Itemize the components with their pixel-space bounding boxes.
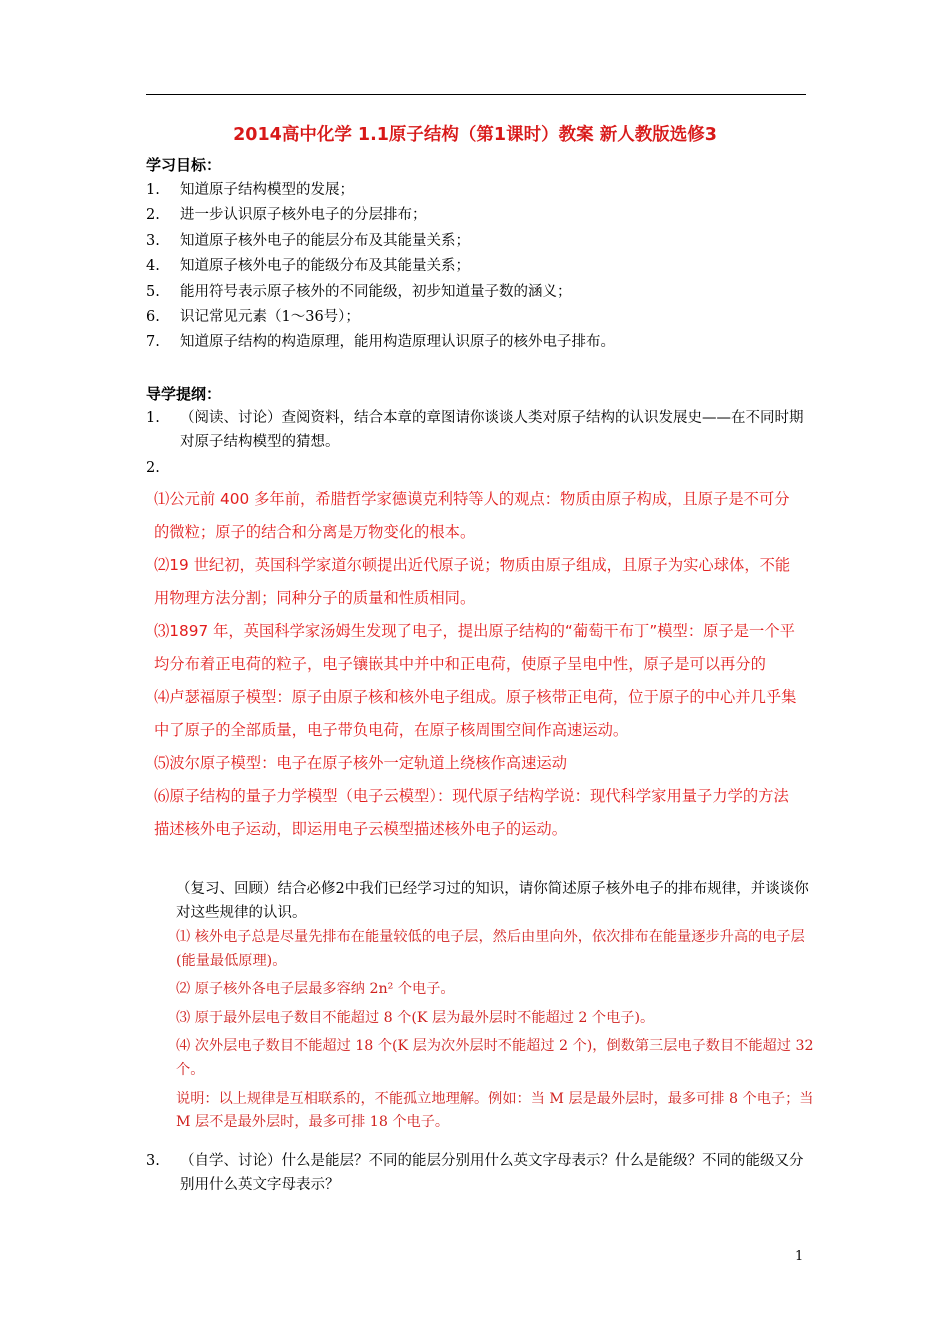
outline-heading: 导学提纲： <box>146 385 222 403</box>
rule-item: ⑵ 原子核外各电子层最多容纳 2n² 个电子。 <box>176 981 455 998</box>
history-item: ⑵19 世纪初，英国科学家道尔顿提出近代原子说；物质由原子组成，且原子为实心球体，不能用物理方法分割；同种分子的质量和性质相同。 <box>154 556 791 607</box>
item-number: 5. <box>146 283 160 300</box>
question-number: 2. <box>146 460 160 476</box>
item-number: 6. <box>146 308 160 325</box>
document-title: 2014高中化学 1.1原子结构（第1课时）教案 新人教版选修3 <box>233 125 717 145</box>
item-number: 3. <box>146 232 160 249</box>
list-item <box>146 178 615 203</box>
question-number: 3. <box>146 1153 160 1169</box>
item-text: 知道原子结构模型的发展； <box>180 182 354 198</box>
question-3 <box>146 1149 811 1197</box>
item-text: 识记常见元素（1～36号）； <box>180 308 360 325</box>
objectives-heading: 学习目标： <box>146 156 222 174</box>
item-text: 知道原子核外电子的能层分布及其能量关系； <box>180 232 470 249</box>
atomic-model-history <box>154 483 804 846</box>
question-number: 1. <box>146 410 160 426</box>
item-number: 7. <box>146 334 160 351</box>
item-text: 知道原子结构的构造原理，能用构造原理认识原子的核外电子排布。 <box>180 334 615 351</box>
item-number: 1. <box>146 182 160 198</box>
rule-item: ⑶ 原于最外层电子数目不能超过 8 个(K 层为最外层时不能超过 2 个电子)。 <box>176 1009 655 1026</box>
list-item <box>146 254 615 279</box>
header-rule <box>146 94 806 95</box>
objectives-list <box>146 178 615 356</box>
history-item: ⑷卢瑟福原子模型：原子由原子核和核外电子组成。原子核带正电荷，位于原子的中心并几乎集中了原子的全部质量，电子带负电荷，在原子核周围空间作高速运动。 <box>154 688 797 739</box>
item-text: 能用符号表示原子核外的不同能级，初步知道量子数的涵义； <box>180 283 572 300</box>
history-item: ⑸波尔原子模型：电子在原子核外一定轨道上绕核作高速运动 <box>154 754 568 772</box>
list-item <box>146 203 615 228</box>
page-number: 1 <box>795 1249 804 1264</box>
electron-arrangement-rules <box>176 926 816 1140</box>
item-text: 进一步认识原子核外电子的分层排布； <box>180 207 427 224</box>
item-number: 4. <box>146 258 160 275</box>
history-item: ⑹原子结构的量子力学模型（电子云模型）：现代原子结构学说：现代科学家用量子力学的方法描述核外电子运动，即运用电子云模型描述核外电子的运动。 <box>154 787 789 838</box>
item-text: 知道原子核外电子的能级分布及其能量关系； <box>180 258 470 275</box>
rule-item: ⑴ 核外电子总是尽量先排布在能量较低的电子层，然后由里向外，依次排布在能量逐步升高的电子层(能量最低原理)。 <box>176 929 805 969</box>
list-item <box>146 330 615 355</box>
rule-item: ⑷ 次外层电子数目不能超过 18 个(K 层为次外层时不能超过 2 个)，倒数第三层电子数目不能超过 32 个。 <box>176 1038 814 1078</box>
history-item: ⑴公元前 400 多年前，希腊哲学家德谟克利特等人的观点：物质由原子构成，且原子是不可分的微粒；原子的结合和分离是万物变化的根本。 <box>154 490 790 541</box>
question-text: （自学、讨论）什么是能层？不同的能层分别用什么英文字母表示？什么是能级？不同的能级又分别用什么英文字母表示？ <box>180 1153 804 1193</box>
list-item <box>146 229 615 254</box>
list-item <box>146 305 615 330</box>
question-1 <box>146 406 811 454</box>
review-question: （复习、回顾）结合必修2中我们已经学习过的知识，请你简述原子核外电子的排布规律，并谈谈你对这些规律的认识。 <box>176 881 809 921</box>
list-item <box>146 280 615 305</box>
item-number: 2. <box>146 207 160 224</box>
question-text: （阅读、讨论）查阅资料，结合本章的章图请你谈谈人类对原子结构的认识发展史——在不同时期对原子结构模型的猜想。 <box>180 410 804 450</box>
history-item: ⑶1897 年，英国科学家汤姆生发现了电子，提出原子结构的“葡萄干布丁”模型：原子是一个平均分布着正电荷的粒子，电子镶嵌其中并中和正电荷，使原子呈电中性，原子是可以再分的 <box>154 622 795 673</box>
rule-note: 说明：以上规律是互相联系的，不能孤立地理解。例如：当 M 层是最外层时，最多可排 8 个电子；当 M 层不是最外层时，最多可排 18 个电子。 <box>176 1090 814 1131</box>
